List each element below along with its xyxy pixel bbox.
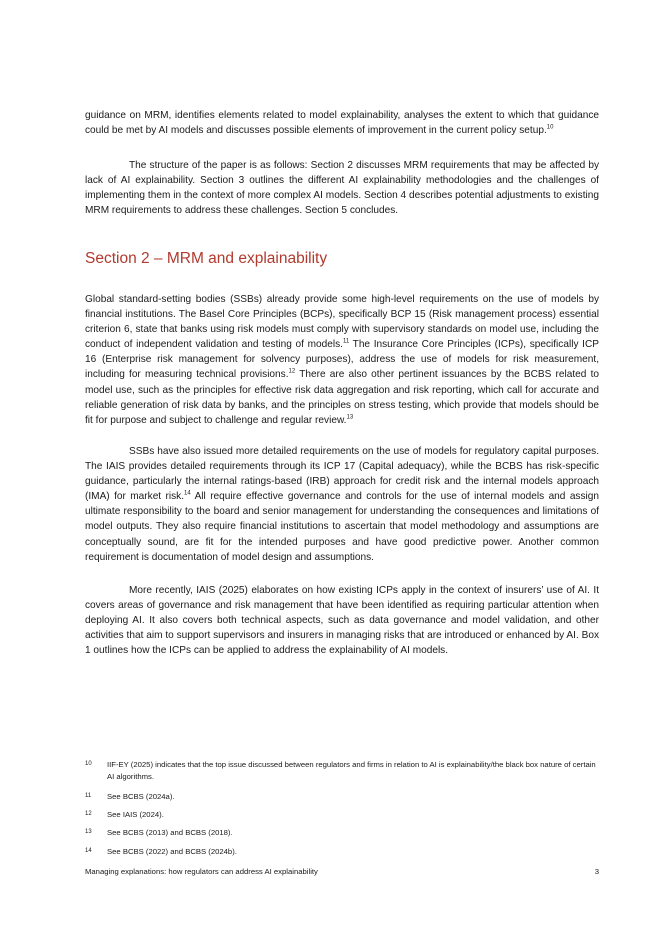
footnote-text: See IAIS (2024). (107, 810, 164, 819)
footnote-text: See BCBS (2024a). (107, 792, 175, 801)
footnote-number: 11 (85, 793, 92, 799)
footnote-item (85, 759, 599, 783)
page-number: 3 (594, 867, 599, 876)
section-heading: Section 2 – MRM and explainability (85, 250, 328, 267)
footnote-ref-12[interactable]: 12 (288, 369, 296, 376)
section-paragraph-1 (85, 292, 599, 428)
intro-paragraph-1 (85, 108, 599, 138)
section-p2-part-a: SSBs have also issued more detailed requirements on the use of models for regulatory capital purposes. The IAIS provides detailed requirements through its ICP 17 (Capital adequacy), while the BCBS has risk-specific guidance, particularly the internal ratings-based (IRB) approach for credit risk and the internal models approach (IMA) for market risk. (85, 446, 599, 503)
footnote-text: See BCBS (2022) and BCBS (2024b). (107, 847, 237, 856)
footnote-item (85, 809, 599, 821)
section-paragraph-2 (85, 444, 599, 565)
footnote-text: See BCBS (2013) and BCBS (2018). (107, 828, 233, 837)
footnote-number: 12 (85, 811, 92, 817)
intro-p1-text: guidance on MRM, identifies elements related to model explainability, analyses the extent to which that guidance could be met by AI models and discusses possible elements of improvement in the current policy setup. (85, 110, 599, 137)
section-p1-part-b: The Insurance Core Principles (ICPs), specifically ICP 16 (Enterprise risk management for solvency purposes), address the use of models for risk measurement, including for measuring technical provisions. (85, 339, 599, 381)
footnote-number: 13 (85, 829, 92, 835)
footnote-item (85, 791, 599, 803)
section-paragraph-3 (85, 583, 599, 658)
intro-paragraph-2 (85, 158, 599, 218)
footnote-number: 14 (85, 848, 92, 854)
footnote-ref-14[interactable]: 14 (184, 490, 191, 497)
footnote-ref-13[interactable]: 13 (346, 414, 354, 421)
footnote-text: IIF-EY (2025) indicates that the top issue discussed between regulators and firms in relation to AI is explainability/the black box nature of certain AI algorithms. (107, 760, 596, 781)
footnote-ref-10[interactable]: 10 (546, 124, 554, 131)
footnote-item (85, 846, 599, 858)
footer-title: Managing explanations: how regulators can address AI explainability (85, 867, 318, 876)
section-p2-part-b: All require effective governance and controls for the use of internal models and assign ultimate responsibility to the board and senior management for understanding the consequences and limitations of model outputs. They also require financial institutions to ascertain that model methodology and assumptions are conceptually sound, are fit for the intended purposes and have good predictive power. Another common requirement is documentation of model design and assumptions. (85, 491, 599, 563)
intro-p2-text: The structure of the paper is as follows: Section 2 discusses MRM requirements that may be affected by lack of AI explainability. Section 3 outlines the different AI explainability methodologies and the challenges of implementing them in the context of more complex AI models. Section 4 describes potential adjustments to existing MRM requirements to address these challenges. Section 5 concludes. (85, 160, 599, 217)
section-p1-part-a: Global standard-setting bodies (SSBs) already provide some high-level requirements on the use of models by financial institutions. The Basel Core Principles (BCPs), specifically BCP 15 (Risk management process) essential criterion 6, state that banks using risk models must comply with supervisory standards on model use, including the conduct of independent validation and testing of models. (85, 294, 599, 351)
footnote-number: 10 (85, 761, 92, 767)
footnote-ref-11[interactable]: 11 (342, 338, 350, 345)
section-p1-part-c: There are also other pertinent issuances by the BCBS related to model use, such as the principles for effective risk data aggregation and risk reporting, which call for accurate and reliable generation of risk data by banks, and the principles on stress testing, which provide that models should be fit for purpose and subject to challenge and regular review. (85, 369, 599, 426)
section-p3-text: More recently, IAIS (2025) elaborates on how existing ICPs apply in the context of insurers’ use of AI. It covers areas of governance and risk management that have been identified as requiring particular attention when deploying AI. It also covers both technical aspects, such as data governance and model validation, and other activities that aim to support supervisors and insurers in managing risks that are introduced or enhanced by AI. Box 1 outlines how the ICPs can be applied to address the explainability of AI models. (85, 585, 599, 657)
footnote-item (85, 827, 599, 839)
page-footer (85, 867, 599, 876)
